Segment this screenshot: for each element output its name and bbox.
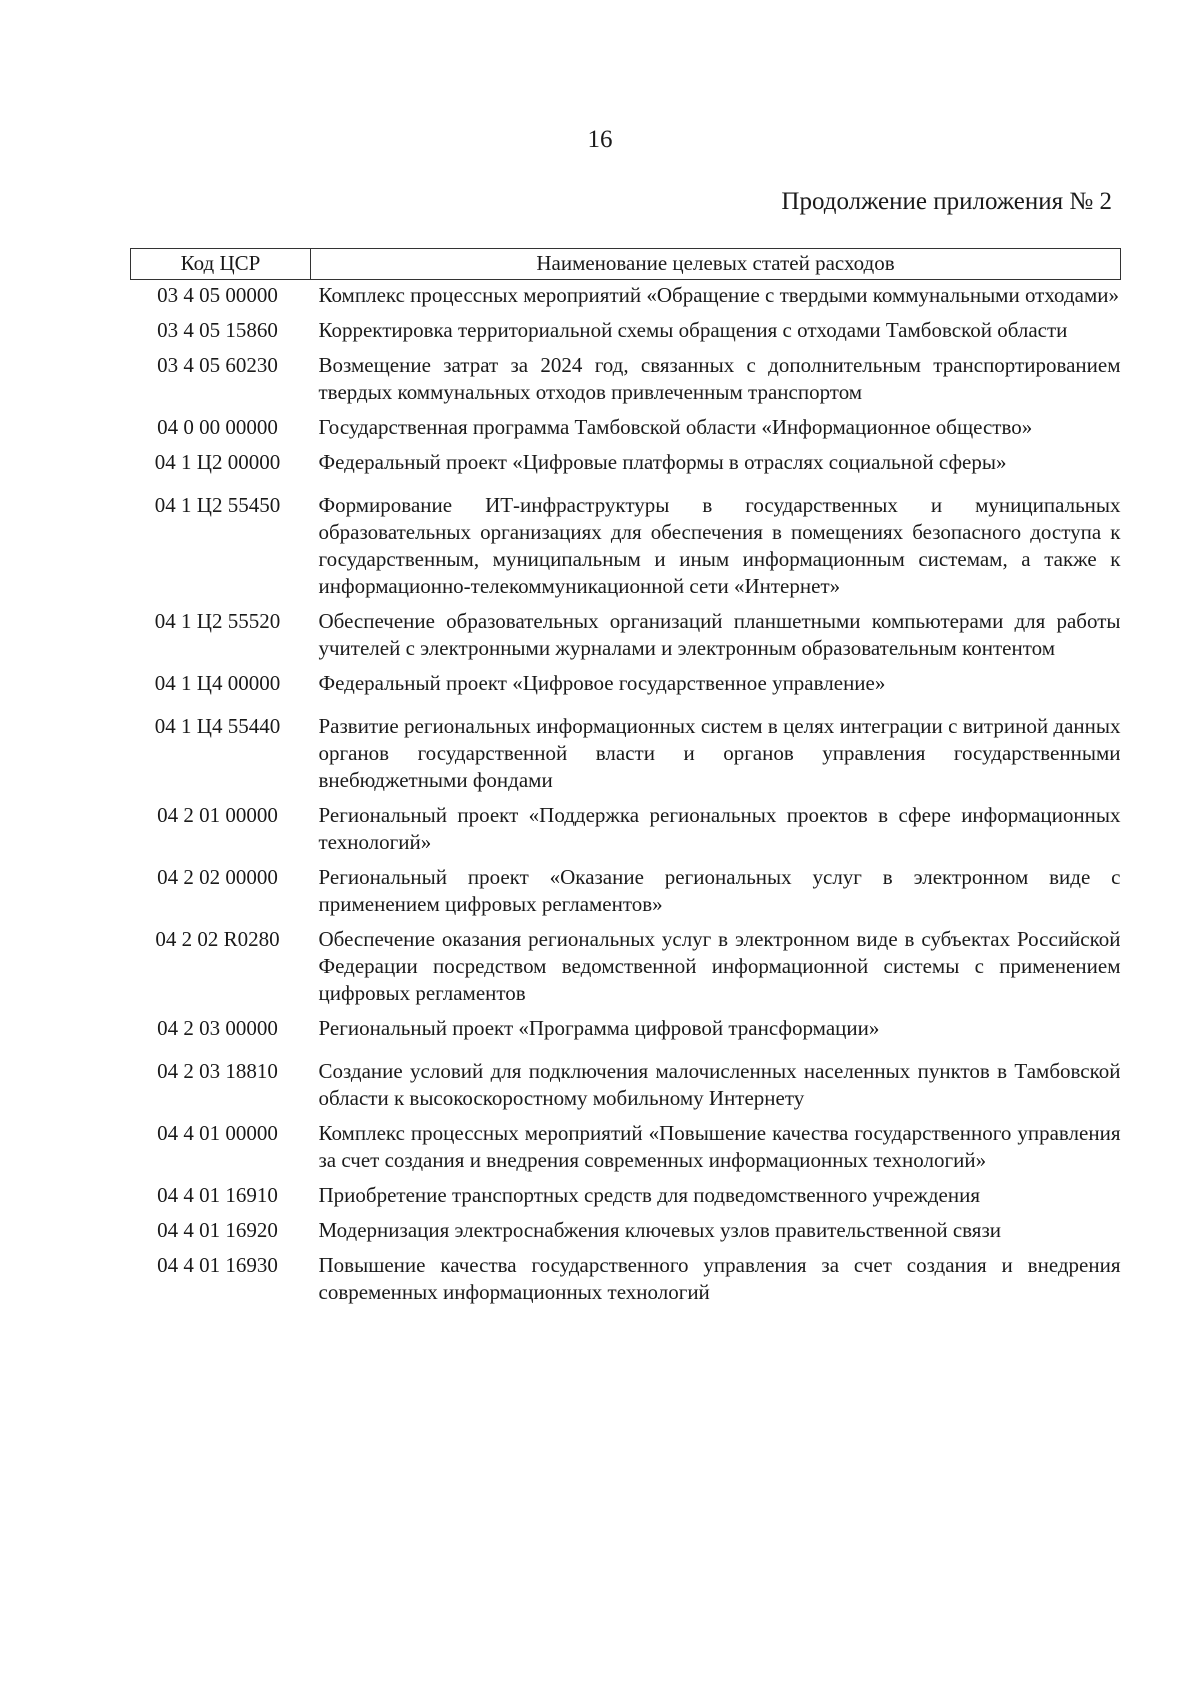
table-row — [131, 606, 1121, 668]
row-code: 04 1 Ц2 55450 — [154, 493, 281, 517]
table-row — [131, 711, 1121, 800]
row-code: 04 4 01 16910 — [157, 1183, 278, 1207]
row-code: 04 2 03 00000 — [157, 1016, 278, 1040]
table-row — [131, 447, 1121, 490]
row-code: 03 4 05 60230 — [157, 353, 278, 377]
table-row — [131, 1180, 1121, 1215]
table-row — [131, 1056, 1121, 1118]
page-number: 16 — [587, 126, 613, 153]
table-row — [131, 1250, 1121, 1312]
row-code: 03 4 05 15860 — [157, 318, 278, 342]
row-name: Региональный проект «Поддержка региональных проектов в сфере информационных технологий» — [318, 803, 1121, 854]
table-row — [131, 800, 1121, 862]
row-name: Государственная программа Тамбовской области «Информационное общество» — [318, 415, 1033, 439]
row-name: Обеспечение образовательных организаций планшетными компьютерами для работы учителей с электронными журналами и электронным образовательным контентом — [318, 609, 1121, 660]
row-name: Формирование ИТ-инфраструктуры в государственных и муниципальных образовательных организациях для обеспечения в помещениях безопасного доступа к государственным, муниципальным и иным информационным системам, а также к информационно-телекоммуникационной сети «Интернет» — [318, 493, 1121, 598]
table-row — [131, 490, 1121, 606]
table-row — [131, 924, 1121, 1013]
row-name: Комплекс процессных мероприятий «Обращение с твердыми коммунальными отходами» — [318, 283, 1119, 307]
row-code: 04 0 00 00000 — [157, 415, 278, 439]
row-code: 04 2 02 R0280 — [155, 927, 280, 951]
row-code: 03 4 05 00000 — [157, 283, 278, 307]
row-name: Развитие региональных информационных систем в целях интеграции с витриной данных органов государственной власти и органов управления государственными внебюджетными фондами — [318, 714, 1121, 792]
table-row — [131, 412, 1121, 447]
appendix-continuation-label: Продолжение приложения № 2 — [781, 188, 1112, 215]
row-name: Федеральный проект «Цифровые платформы в отраслях социальной сферы» — [318, 450, 1007, 474]
row-name: Региональный проект «Оказание региональных услуг в электронном виде с применением цифровых регламентов» — [318, 865, 1121, 916]
row-code: 04 4 01 16930 — [157, 1253, 278, 1277]
table-row — [131, 1013, 1121, 1056]
row-code: 04 4 01 00000 — [157, 1121, 278, 1145]
row-name: Приобретение транспортных средств для подведомственного учреждения — [318, 1183, 980, 1207]
row-name: Корректировка территориальной схемы обращения с отходами Тамбовской области — [318, 318, 1068, 342]
table-row — [131, 862, 1121, 924]
row-name: Возмещение затрат за 2024 год, связанных с дополнительным транспортированием твердых коммунальных отходов привлеченным транспортом — [318, 353, 1121, 404]
row-code: 04 2 02 00000 — [157, 865, 278, 889]
row-name: Создание условий для подключения малочисленных населенных пунктов в Тамбовской области к высокоскоростному мобильному Интернету — [318, 1059, 1121, 1110]
row-code: 04 1 Ц4 55440 — [154, 714, 281, 738]
table-row — [131, 315, 1121, 350]
row-code: 04 1 Ц4 00000 — [154, 671, 281, 695]
table-row — [131, 350, 1121, 412]
row-code: 04 4 01 16920 — [157, 1218, 278, 1242]
table-header-row — [131, 249, 1121, 280]
table-row — [131, 1118, 1121, 1180]
column-header-name: Наименование целевых статей расходов — [311, 249, 1121, 280]
table-row — [131, 668, 1121, 711]
row-name: Региональный проект «Программа цифровой трансформации» — [318, 1016, 880, 1040]
row-name: Комплекс процессных мероприятий «Повышение качества государственного управления за счет создания и внедрения современных информационных технологий» — [318, 1121, 1121, 1172]
column-header-code: Код ЦСР — [131, 249, 311, 280]
row-name: Повышение качества государственного управления за счет создания и внедрения современных информационных технологий — [318, 1253, 1121, 1304]
row-code: 04 1 Ц2 55520 — [154, 609, 281, 633]
row-code: 04 2 01 00000 — [157, 803, 278, 827]
row-code: 04 1 Ц2 00000 — [154, 450, 281, 474]
row-code: 04 2 03 18810 — [157, 1059, 278, 1083]
row-name: Федеральный проект «Цифровое государственное управление» — [318, 671, 886, 695]
table-row — [131, 280, 1121, 316]
table-row — [131, 1215, 1121, 1250]
row-name: Модернизация электроснабжения ключевых узлов правительственной связи — [318, 1218, 1001, 1242]
target-expense-items-table — [130, 248, 1121, 1312]
row-name: Обеспечение оказания региональных услуг в электронном виде в субъектах Российской Федерации посредством ведомственной информационной системы с применением цифровых регламентов — [318, 927, 1121, 1005]
